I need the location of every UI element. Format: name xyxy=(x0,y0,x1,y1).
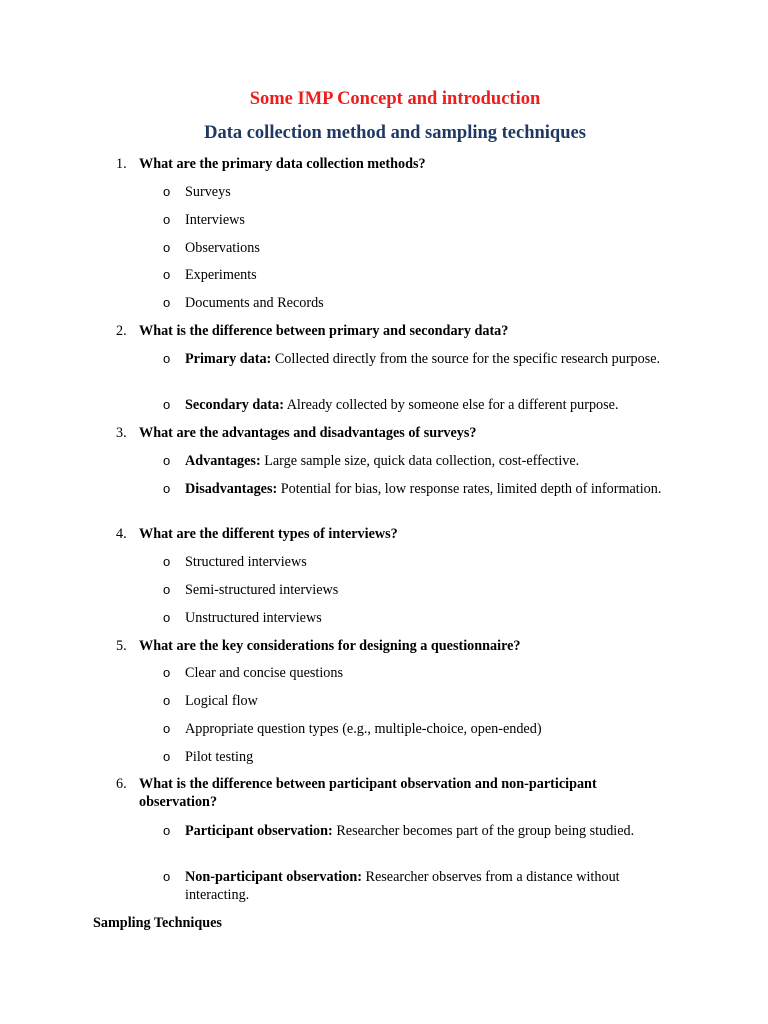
section-heading: Sampling Techniques xyxy=(93,915,222,931)
bullet-icon: o xyxy=(163,212,171,227)
bullet-icon: o xyxy=(163,721,171,736)
bullet-icon: o xyxy=(163,665,171,680)
bullet-icon: o xyxy=(163,693,171,708)
bullet-icon: o xyxy=(163,869,171,884)
bullet-icon: o xyxy=(163,554,171,569)
bullet-icon: o xyxy=(163,240,171,255)
item-label: Participant observation: xyxy=(185,823,333,839)
list-item-text xyxy=(185,868,665,904)
item-label: Secondary data: xyxy=(185,397,284,413)
list-item-text: Observations xyxy=(185,240,260,256)
item-description: Collected directly from the source for the specific research purpose. xyxy=(274,351,661,367)
bullet-icon: o xyxy=(163,397,171,412)
question-number: 2. xyxy=(116,323,127,339)
bullet-icon: o xyxy=(163,184,171,199)
list-item-text: Pilot testing xyxy=(185,749,254,765)
item-description: Researcher becomes part of the group being studied. xyxy=(336,823,635,839)
item-label: Non-participant observation: xyxy=(185,869,362,885)
question-text: What is the difference between primary and secondary data? xyxy=(139,323,509,339)
list-item-text: Documents and Records xyxy=(185,295,324,311)
item-description: Large sample size, quick data collection, cost-effective. xyxy=(264,453,580,469)
bullet-icon: o xyxy=(163,351,171,366)
list-item-text: Structured interviews xyxy=(185,554,307,570)
list-item-text: Unstructured interviews xyxy=(185,610,322,626)
list-item-text xyxy=(185,480,665,498)
list-item-text xyxy=(185,452,665,470)
list-item-text: Surveys xyxy=(185,184,231,200)
question-number: 1. xyxy=(116,156,127,172)
question-number: 5. xyxy=(116,638,127,654)
list-item-text: Logical flow xyxy=(185,693,258,709)
item-label: Disadvantages: xyxy=(185,481,278,497)
question-text: What are the primary data collection methods? xyxy=(139,156,426,172)
bullet-icon: o xyxy=(163,453,171,468)
list-item-text: Clear and concise questions xyxy=(185,665,343,681)
question-text: What are the advantages and disadvantages of surveys? xyxy=(139,425,477,441)
bullet-icon: o xyxy=(163,295,171,310)
document-title: Some IMP Concept and introduction xyxy=(249,89,541,109)
item-label: Advantages: xyxy=(185,453,261,469)
bullet-icon: o xyxy=(163,749,171,764)
question-text: What are the different types of interviews? xyxy=(139,526,398,542)
question-number: 6. xyxy=(116,776,127,792)
list-item-text: Interviews xyxy=(185,212,245,228)
bullet-icon: o xyxy=(163,481,171,496)
item-description: Researcher observes from a distance without interacting. xyxy=(185,869,620,903)
list-item-text xyxy=(185,822,665,840)
item-description: Already collected by someone else for a different purpose. xyxy=(286,397,619,413)
bullet-icon: o xyxy=(163,267,171,282)
list-item-text xyxy=(185,396,665,414)
bullet-icon: o xyxy=(163,823,171,838)
question-number: 4. xyxy=(116,526,127,542)
item-description: Potential for bias, low response rates, limited depth of information. xyxy=(280,481,662,497)
question-text: What are the key considerations for designing a questionnaire? xyxy=(139,638,521,654)
list-item-text: Appropriate question types (e.g., multiple-choice, open-ended) xyxy=(185,721,542,737)
item-label: Primary data: xyxy=(185,351,272,367)
bullet-icon: o xyxy=(163,610,171,625)
list-item-text: Experiments xyxy=(185,267,257,283)
document-subtitle: Data collection method and sampling techniques xyxy=(204,123,586,143)
list-item-text xyxy=(185,350,665,368)
list-item-text: Semi-structured interviews xyxy=(185,582,339,598)
bullet-icon: o xyxy=(163,582,171,597)
question-number: 3. xyxy=(116,425,127,441)
question-text: What is the difference between participant observation and non-participant observation? xyxy=(139,776,597,810)
